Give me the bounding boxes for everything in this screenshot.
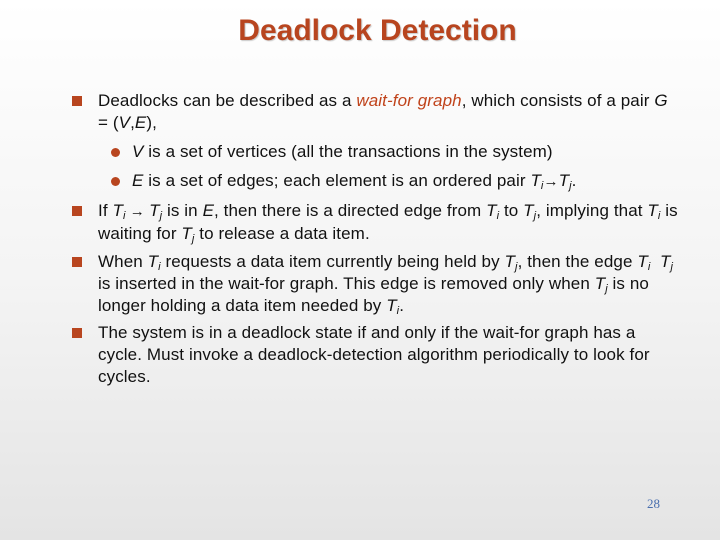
highlight-wait-for: wait-for graph [356, 91, 462, 110]
slide-title: Deadlock Detection [238, 14, 517, 47]
bullet-directed-edge: If $T_i \to T_j$ is in E, then there is a directed edge from $T_i$ to $T_j$, implying that $T_i$ is waiting for $T_j$ to release a data item. [98, 200, 678, 245]
square-bullet-icon [72, 206, 82, 216]
round-bullet-icon [111, 177, 120, 186]
bullet-edge-insertion: When $T_i$ requests a data item currently being held by $T_j$, then the edge $T_i$ $T_j$ is inserted in the wait-for graph. This edge is removed only when $T_j$ is no longer holding a data item needed by $T_i$. [98, 251, 678, 317]
bullet-wait-for-graph: Deadlocks can be described as a wait-for graph, which consists of a pair G = (V,E), [98, 90, 678, 134]
page-number: 28 [647, 496, 660, 511]
square-bullet-icon [72, 257, 82, 267]
arrow-icon: → [543, 173, 559, 190]
bullet-deadlock-state: The system is in a deadlock state if and only if the wait-for graph has a cycle. Must invoke a deadlock-detection algorithm periodically to look for cycles. [98, 322, 678, 388]
square-bullet-icon [72, 96, 82, 106]
subbullet-vertices: V is a set of vertices (all the transactions in the system) [132, 141, 692, 163]
square-bullet-icon [72, 328, 82, 338]
arrow-icon: → [125, 203, 150, 220]
subbullet-edges: E is a set of edges; each element is an ordered pair $T_i\to T_j$. [132, 170, 692, 193]
round-bullet-icon [111, 148, 120, 157]
